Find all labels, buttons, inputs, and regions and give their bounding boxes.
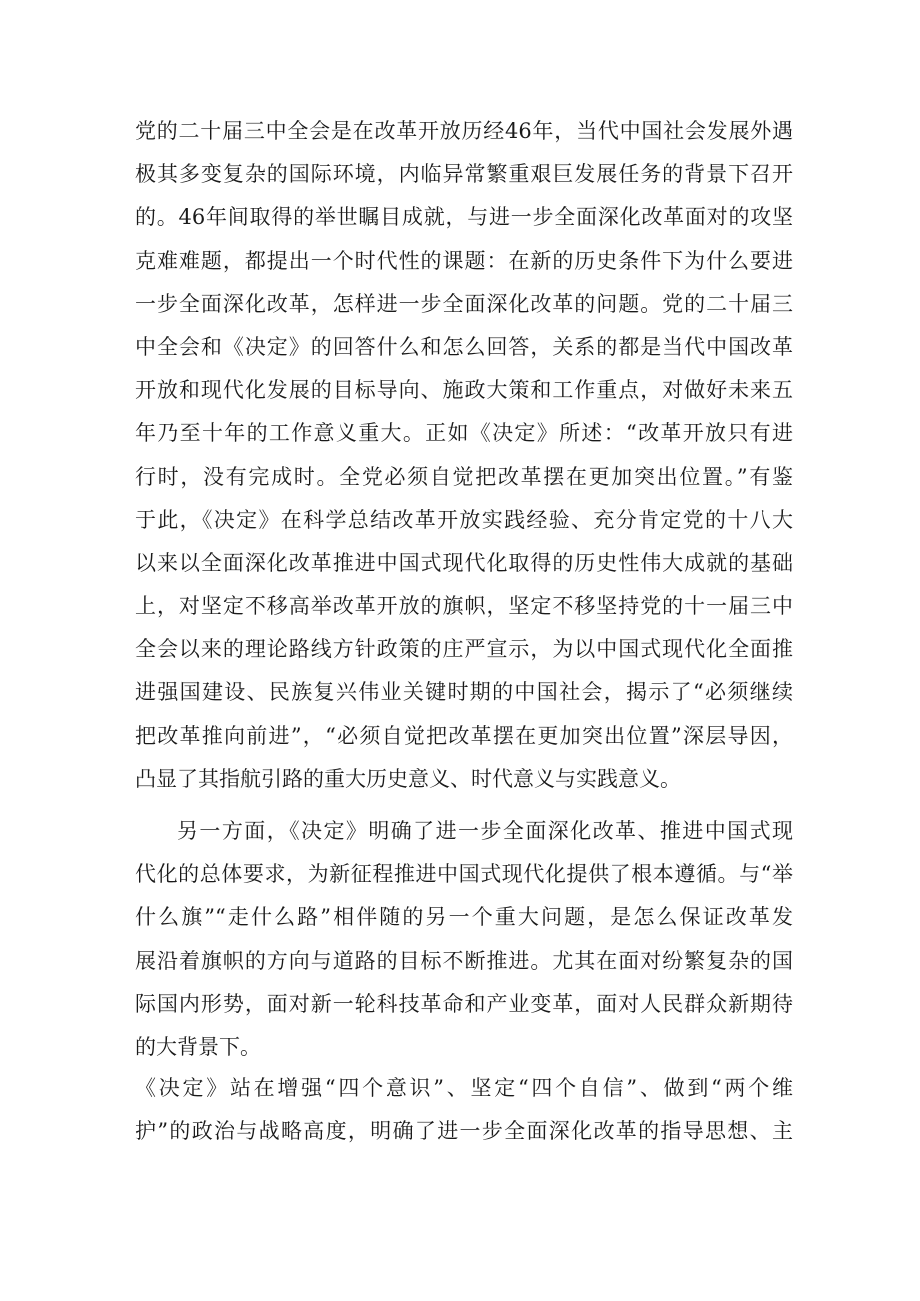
text-line: 的大背景下。 — [135, 1034, 261, 1059]
text-line: 进强国建设、民族复兴伟业关键时期的中国社会，揭示了“必须继续 — [135, 680, 793, 705]
paragraph-2 — [135, 810, 793, 1069]
text-line: 的。46年间取得的举世瞩目成就，与进一步全面深化改革面对的攻坚 — [135, 205, 793, 230]
text-line: 什么旗”“走什么路”相伴随的另一个重大问题，是怎么保证改革发 — [135, 905, 793, 930]
text-line: 极其多变复杂的国际环境，内临异常繁重艰巨发展任务的背景下召开 — [135, 162, 793, 187]
text-line: 以来以全面深化改革推进中国式现代化取得的历史性伟大成就的基础 — [135, 550, 793, 575]
text-line: 代化的总体要求，为新征程推进中国式现代化提供了根本遵循。与“举 — [135, 862, 793, 887]
text-line: 中全会和《决定》的回答什么和怎么回答，关系的都是当代中国改革 — [135, 334, 793, 359]
text-line: 把改革推向前进”，“必须自觉把改革摆在更加突出位置”深层导因， — [135, 723, 793, 748]
text-line: 党的二十届三中全会是在改革开放历经46年，当代中国社会发展外遇 — [135, 119, 793, 143]
text-line: 际国内形势，面对新一轮科技革命和产业变革，面对人民群众新期待 — [135, 991, 793, 1016]
text-line: 护”的政治与战略高度，明确了进一步全面深化改革的指导思想、主 — [135, 1119, 793, 1144]
text-line: 《决定》站在增强“四个意识”、坚定“四个自信”、做到“两个维 — [135, 1076, 793, 1100]
text-line: 展沿着旗帜的方向与道路的目标不断推进。尤其在面对纷繁复杂的国 — [135, 948, 793, 973]
paragraph-3 — [135, 1067, 793, 1153]
text-line: 一步全面深化改革，怎样进一步全面深化改革的问题。党的二十届三 — [135, 291, 793, 316]
text-line: 年乃至十年的工作意义重大。正如《决定》所述：“改革开放只有进 — [135, 421, 793, 446]
text-line: 上，对坚定不移高举改革开放的旗帜，坚定不移坚持党的十一届三中 — [135, 594, 793, 619]
text-line: 另一方面，《决定》明确了进一步全面深化改革、推进中国式现 — [177, 819, 793, 843]
text-line: 凸显了其指航引路的重大历史意义、时代意义与实践意义。 — [135, 766, 681, 791]
text-line: 全会以来的理论路线方针政策的庄严宣示，为以中国式现代化全面推 — [135, 637, 793, 662]
text-line: 于此，《决定》在科学总结改革开放实践经验、充分肯定党的十八大 — [135, 507, 793, 532]
text-line: 行时，没有完成时。全党必须自觉把改革摆在更加突出位置。”有鉴 — [135, 464, 793, 489]
text-line: 克难难题，都提出一个时代性的课题：在新的历史条件下为什么要进 — [135, 248, 793, 273]
text-line: 开放和现代化发展的目标导向、施政大策和工作重点，对做好未来五 — [135, 378, 793, 403]
paragraph-1 — [135, 110, 793, 801]
